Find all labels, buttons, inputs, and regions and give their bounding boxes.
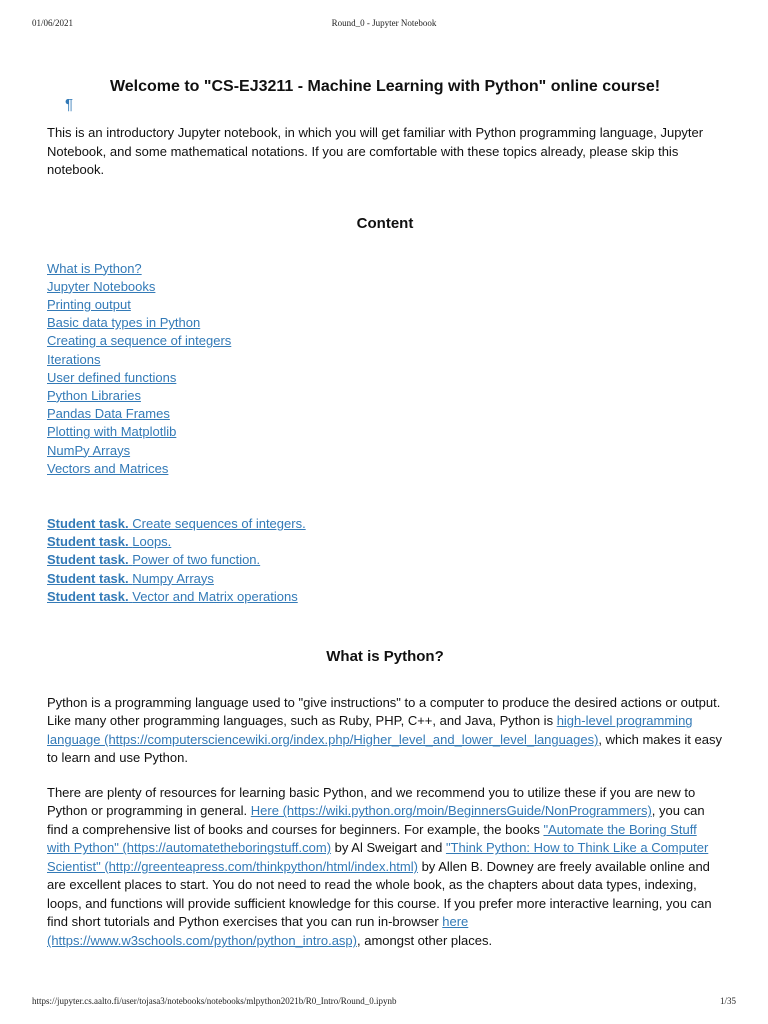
task-prefix: Student task. — [47, 570, 129, 586]
paragraph-text: Python is a programming language used to "give instructions" to a computer to produce the desired actions or output. Like many other programming languages, such as Ruby, PHP, C++, and Java, Python is — [47, 694, 721, 729]
task-label: Create sequences of integers. — [132, 515, 306, 531]
task-link-loops[interactable] — [47, 534, 171, 549]
toc-item — [47, 405, 723, 423]
toc-link-vectors-matrices[interactable]: Vectors and Matrices — [47, 460, 169, 476]
toc-item — [47, 314, 723, 332]
toc-item — [47, 332, 723, 350]
print-page-number: 1/35 — [719, 996, 736, 1006]
toc-link-python-libraries[interactable]: Python Libraries — [47, 387, 141, 403]
student-task-list — [47, 515, 723, 606]
toc-link-pandas-data-frames[interactable]: Pandas Data Frames — [47, 406, 170, 422]
anchor-link-icon[interactable]: ¶ — [65, 96, 74, 113]
task-item — [47, 588, 723, 606]
task-prefix: Student task. — [47, 534, 129, 550]
task-prefix: Student task. — [47, 552, 129, 568]
task-prefix: Student task. — [47, 515, 129, 531]
paragraph-text: There are plenty of resources for learning basic Python, and we recommend you to utilize these if you are new to Python or programming in general. — [47, 784, 696, 819]
toc-item — [47, 460, 723, 478]
intro-paragraph: This is an introductory Jupyter notebook, in which you will get familiar with Python programming language, Jupyter Notebook, and some mathematical notations. If you are comfortable with these topics already, please skip this notebook. — [47, 125, 704, 177]
link-python-wiki[interactable]: Here (https://wiki.python.org/moin/BeginnersGuide/NonProgrammers) — [250, 803, 652, 819]
table-of-contents — [47, 260, 723, 478]
toc-item — [47, 442, 723, 460]
toc-item — [47, 278, 723, 296]
task-item — [47, 551, 723, 569]
resources-paragraph — [47, 784, 723, 951]
toc-item — [47, 260, 723, 278]
toc-link-what-is-python[interactable]: What is Python? — [47, 260, 142, 276]
toc-link-basic-data-types[interactable]: Basic data types in Python — [47, 315, 201, 331]
toc-item — [47, 423, 723, 441]
paragraph-text: , which makes it easy to learn and use Python. — [47, 731, 722, 766]
task-item — [47, 570, 723, 588]
notebook-content — [47, 76, 723, 950]
task-link-vector-matrix[interactable] — [47, 589, 298, 604]
task-label: Loops. — [132, 534, 172, 550]
paragraph-text: , amongst other places. — [356, 932, 493, 948]
toc-link-iterations[interactable]: Iterations — [47, 351, 101, 367]
task-label: Vector and Matrix operations — [132, 588, 298, 604]
link-w3schools[interactable]: here (https://www.w3schools.com/python/python_intro.asp) — [47, 914, 469, 948]
print-header — [0, 18, 768, 32]
print-url: https://jupyter.cs.aalto.fi/user/tojasa3/notebooks/notebooks/mlpython2021b/R0_Intro/Round_0.ipynb — [32, 996, 397, 1006]
section-heading-what-is-python: What is Python? — [326, 647, 444, 665]
content-heading: Content — [356, 214, 414, 232]
print-footer — [0, 996, 768, 1010]
paragraph-text: by Al Sweigart and — [331, 840, 446, 856]
python-intro-paragraph — [47, 694, 723, 768]
toc-item — [47, 351, 723, 369]
task-item — [47, 533, 723, 551]
print-date: 01/06/2021 — [32, 18, 74, 28]
task-label: Numpy Arrays — [132, 570, 214, 586]
page-title: Welcome to "CS-EJ3211 - Machine Learning with Python" online course! — [109, 78, 661, 95]
page-title-row — [47, 76, 723, 113]
paragraph-text: by Allen B. Downey are freely available online and are excellent places to start. You do not need to read the whole book, as the chapters about data types, indexing, loops, and functions will provide sufficient knowledge for this course. If you prefer more interactive learning, you can find short tutorials and Python exercises that you can run in-browser — [47, 858, 712, 930]
task-prefix: Student task. — [47, 588, 129, 604]
toc-link-numpy-arrays[interactable]: NumPy Arrays — [47, 442, 131, 458]
task-link-numpy-arrays[interactable] — [47, 571, 214, 586]
toc-item — [47, 296, 723, 314]
task-link-power-of-two[interactable] — [47, 552, 260, 567]
link-high-level-language[interactable]: high-level programming language (https://computersciencewiki.org/index.php/Higher_level_and_lower_level_languages) — [47, 713, 693, 747]
link-automate-boring-stuff[interactable]: "Automate the Boring Stuff with Python" (https://automatetheboringstuff.com) — [47, 821, 697, 856]
toc-link-printing-output[interactable]: Printing output — [47, 296, 131, 312]
print-title: Round_0 - Jupyter Notebook — [331, 18, 437, 28]
task-link-sequences[interactable] — [47, 516, 306, 531]
toc-link-sequence-of-integers[interactable]: Creating a sequence of integers — [47, 333, 232, 349]
toc-link-user-defined-functions[interactable]: User defined functions — [47, 369, 177, 385]
paragraph-text: , you can find a comprehensive list of books and courses for beginners. For example, the books — [47, 803, 705, 837]
toc-item — [47, 387, 723, 405]
toc-item — [47, 369, 723, 387]
task-item — [47, 515, 723, 533]
link-think-python[interactable]: "Think Python: How to Think Like a Computer Scientist" (http://greenteapress.com/thinkpython/html/index.html) — [47, 840, 709, 874]
toc-link-jupyter-notebooks[interactable]: Jupyter Notebooks — [47, 278, 156, 294]
task-label: Power of two function. — [132, 552, 261, 568]
toc-link-plotting-matplotlib[interactable]: Plotting with Matplotlib — [47, 424, 177, 440]
